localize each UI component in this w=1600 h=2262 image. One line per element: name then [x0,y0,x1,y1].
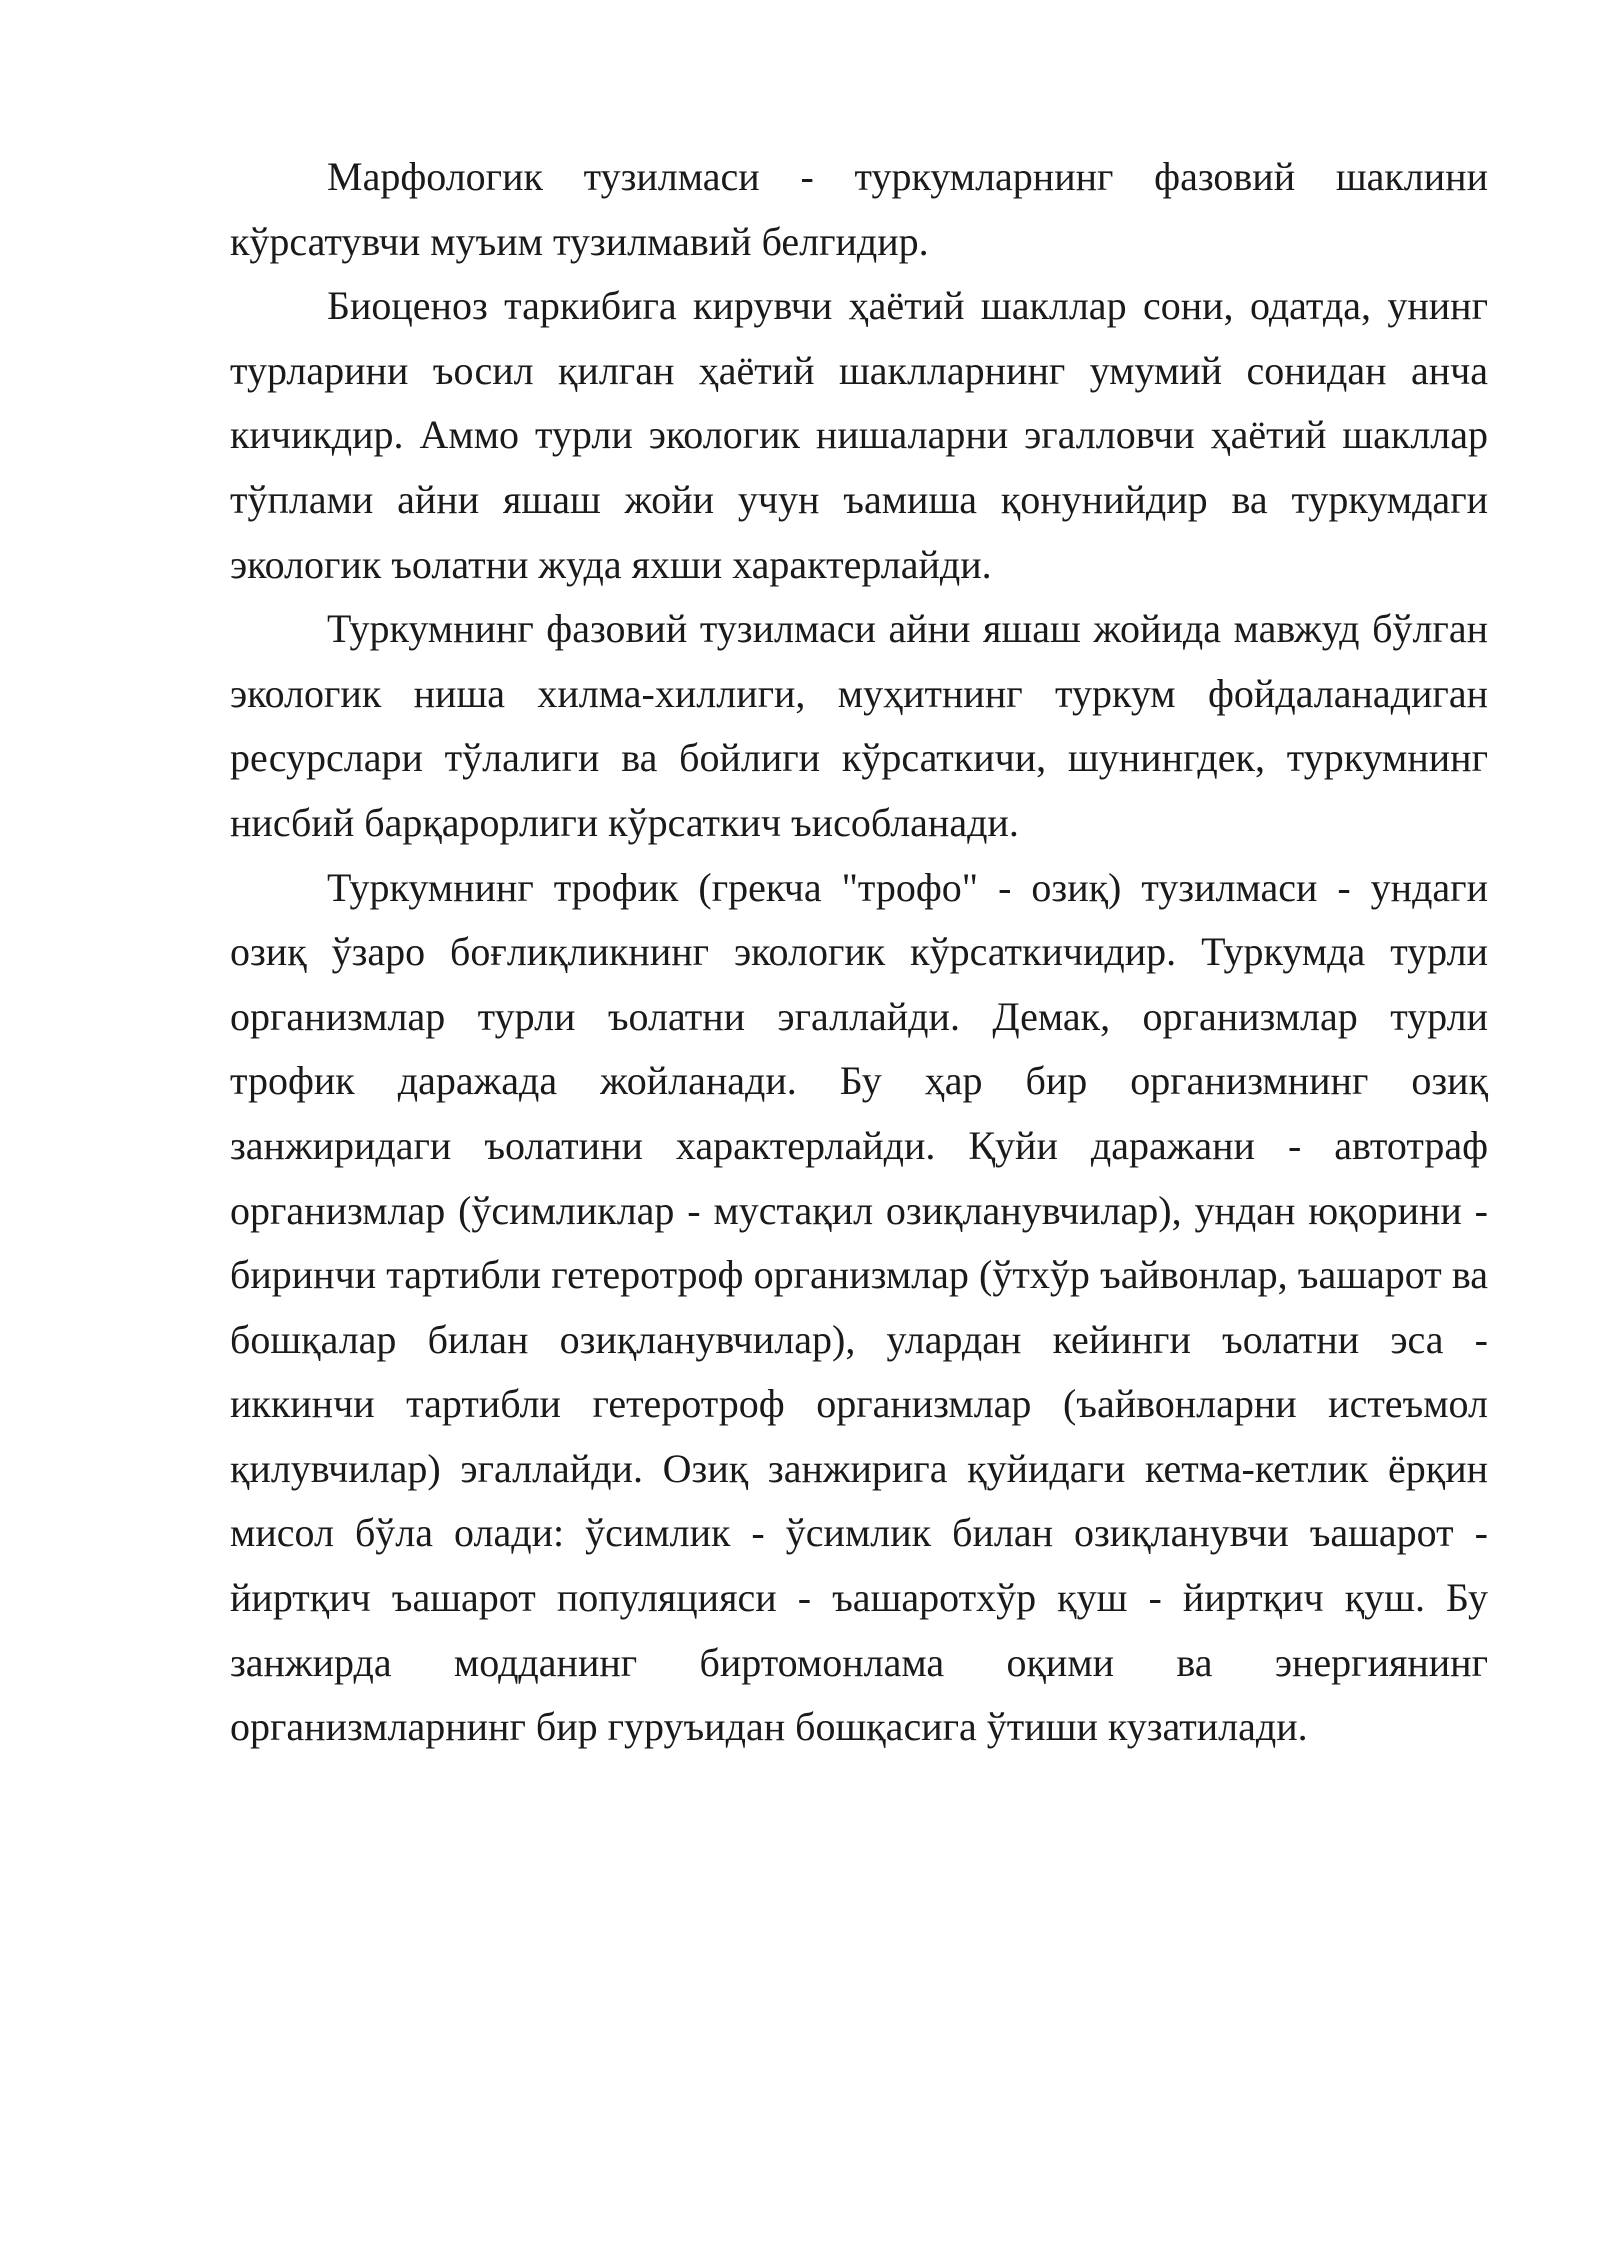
paragraph-trophic-structure: Туркумнинг трофик (грекча "трофо" - озиқ) тузилмаси - ундаги озиқ ўзаро боғлиқликнинг экологик кўрсаткичидир. Туркумда турли организмлар турли ъолатни эгаллайди. Демак, организмлар турли трофик даражада жойланади. Бу ҳар бир организмнинг озиқ занжиридаги ъолатини характерлайди. Қуйи даражани - автотраф организмлар (ўсимликлар - мустақил озиқланувчилар), ундан юқорини - биринчи тартибли гетеротроф организмлар (ўтхўр ъайвонлар, ъашарот ва бошқалар билан озиқланувчилар), улардан кейинги ъолатни эса - иккинчи тартибли гетеротроф организмлар (ъайвонларни истеъмол қилувчилар) эгаллайди. Озиқ занжирига қуйидаги кетма-кетлик ёрқин мисол бўла олади: ўсимлик - ўсимлик билан озиқланувчи ъашарот - йиртқич ъашарот популяцияси - ъашаротхўр қуш - йиртқич қуш. Бу занжирда модданинг биртомонлама оқими ва энергиянинг организмларнинг бир гуруъидан бошқасига ўтиши кузатилади. [230,864,1488,1750]
paragraph-spatial-structure: Туркумнинг фазовий тузилмаси айни яшаш жойида мавжуд бўлган экологик ниша хилма-хиллиги, муҳитнинг туркум фойдаланадиган ресурслари тўлалиги ва бойлиги кўрсаткичи, шунингдек, туркумнинг нисбий барқарорлиги кўрсаткич ъисобланади. [230,606,1488,845]
paragraph-morphological-structure: Марфологик тузилмаси - туркумларнинг фазовий шаклини кўрсатувчи муъим тузилмавий белгидир. [230,154,1488,264]
paragraph-life-forms: Биоценоз таркибига кирувчи ҳаётий шакллар сони, одатда, унинг турларини ъосил қилган ҳаётий шаклларнинг умумий сонидан анча кичикдир. Аммо турли экологик нишаларни эгалловчи ҳаётий шакллар тўплами айни яшаш жойи учун ъамиша қонунийдир ва туркумдаги экологик ъолатни жуда яхши характерлайди. [230,283,1488,587]
document-body [230,145,1488,1760]
